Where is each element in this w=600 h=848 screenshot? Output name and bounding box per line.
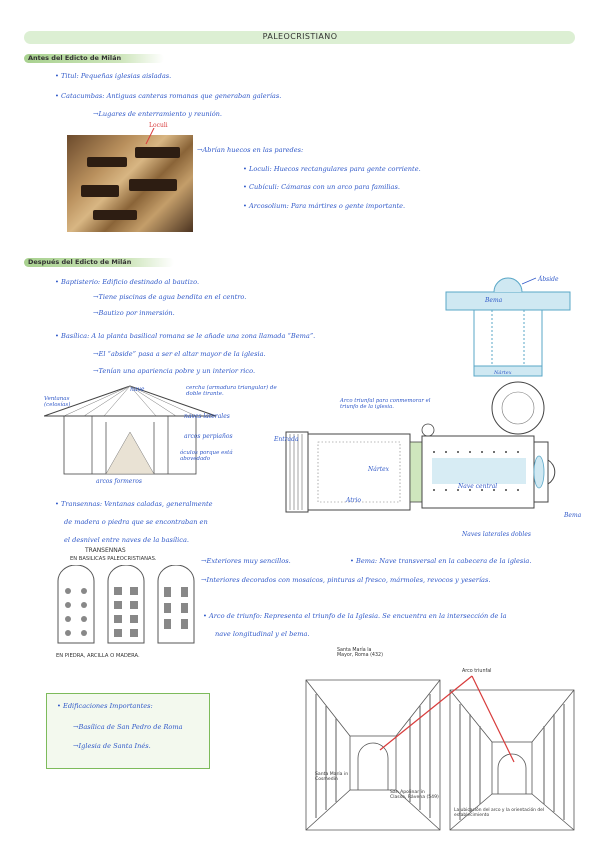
sketch-caption-ubicacion: La ubicación del arco y la orientación del establecimiento xyxy=(454,808,545,818)
catacomb-photo xyxy=(67,135,193,232)
box-title: • Edificaciones Importantes: xyxy=(57,702,153,710)
sketch-caption-santa-maria: Santa María la Mayor, Roma (432) xyxy=(337,648,383,658)
transennas-fig-title: TRANSENNAS xyxy=(85,547,126,554)
note-abrian: →Abrían huecos en las paredes: xyxy=(197,146,304,154)
note-lugares: →Lugares de enterramiento y reunión. xyxy=(93,110,223,118)
transennas-fig-caption: EN PIEDRA, ARCILLA O MADERA. xyxy=(56,653,140,659)
transennas-fig-subtitle: EN BASILICAS PALEOCRISTIANAS. xyxy=(70,556,157,562)
label-arcos-formeros: arcos formeros xyxy=(96,478,142,485)
note-arcosolium: • Arcosolium: Para mártires o gente importante. xyxy=(243,202,406,210)
label-oculos: óculos porque está abovedado xyxy=(180,450,233,462)
note-baptisterio: • Baptisterio: Edificio destinado al bautizo. xyxy=(55,278,200,286)
note-titul: • Titul: Pequeñas iglesias aisladas. xyxy=(55,72,172,80)
label-arco-triunfal-plan: Arco triunfal para conmemorar el triunfo de la iglesia. xyxy=(340,398,431,410)
note-inmersion: →Bautizo por inmersión. xyxy=(93,309,175,317)
transennas-windows-sketch xyxy=(50,565,202,647)
note-loculi: • Loculi: Huecos rectangulares para gente corriente. xyxy=(243,165,421,173)
label-abside: Ábside xyxy=(538,276,559,283)
note-transennas: • Transennas: Ventanas caladas, generalmente xyxy=(55,500,213,508)
note-basilica: • Basílica: A la planta basilical romana se le añade una zona llamada “Bema”. xyxy=(55,332,316,340)
note-bema: • Bema: Nave transversal en la cabecera de la iglesia. xyxy=(350,557,532,565)
label-entrada: Entrada xyxy=(274,436,299,443)
label-cercha: cercha (armadura triangular) de doble tirante. xyxy=(186,385,277,397)
loculi-pointer xyxy=(140,128,160,148)
note-exteriores: →Exteriores muy sencillos. xyxy=(201,557,291,565)
box-item-san-pedro: →Basílica de San Pedro de Roma xyxy=(73,723,183,731)
note-interiores: →Interiores decorados con mosaicos, pinturas al fresco, mármoles, revocos y yeserías. xyxy=(201,576,491,584)
sketch-caption-cosmedin: Santa María in Cosmedin xyxy=(315,772,349,782)
sketch-caption-arco-triunfal: Arco triunfal xyxy=(462,669,492,674)
note-piscinas: →Tiene piscinas de agua bendita en el centro. xyxy=(93,293,247,301)
label-naves-laterales: naves laterales xyxy=(184,413,230,420)
bema-plan-diagram xyxy=(440,268,580,380)
page-title: PALEOCRISTIANO xyxy=(262,32,338,41)
note-arco-triunfo: • Arco de triunfo: Representa el triunfo de la Iglesia. Se encuentra en la intersección de la xyxy=(203,612,507,620)
note-cubiculi: • Cubículi: Cámaras con un arco para familias. xyxy=(243,183,400,191)
label-ventanas: Ventanas (celosías) xyxy=(44,396,71,408)
note-transennas-3: el desnivel entre naves de la basílica. xyxy=(64,536,189,544)
box-item-santa-ines: →Iglesia de Santa Inés. xyxy=(73,742,151,750)
section-heading-despues: Después del Edicto de Milán xyxy=(24,258,174,267)
label-nartex-plan: Nártex xyxy=(368,466,390,473)
label-nave: nave xyxy=(130,386,145,393)
label-nave-central: Nave central xyxy=(458,483,498,490)
label-arcos-perpianos: arcos perpiaños xyxy=(184,433,233,440)
label-naves-laterales-dobles: Naves laterales dobles xyxy=(462,531,531,538)
photo-label-loculi: Loculi xyxy=(149,122,168,129)
section-heading-antes: Antes del Edicto de Milán xyxy=(24,54,164,63)
label-nartex-small: Nártex xyxy=(494,370,512,376)
note-transennas-2: de madera o piedra que se encontraban en xyxy=(64,518,208,526)
note-apariencia: →Tenían una apariencia pobre y un interior rico. xyxy=(93,367,256,375)
note-catacumbas: • Catacumbas: Antiguas canteras romanas que generaban galerías. xyxy=(55,92,282,100)
label-bema-small: Bema xyxy=(485,297,503,304)
sketch-caption-apolinar: San Apolinar in Classe, Rávena (549) xyxy=(390,790,439,800)
label-bema-plan: Bema xyxy=(564,512,582,519)
note-arco-triunfo-2: nave longitudinal y el bema. xyxy=(215,630,310,638)
label-atrio: Atrio xyxy=(346,497,362,504)
note-abside: →El “abside” pasa a ser el altar mayor de la iglesia. xyxy=(93,350,266,358)
basilica-floor-plan xyxy=(278,372,584,522)
